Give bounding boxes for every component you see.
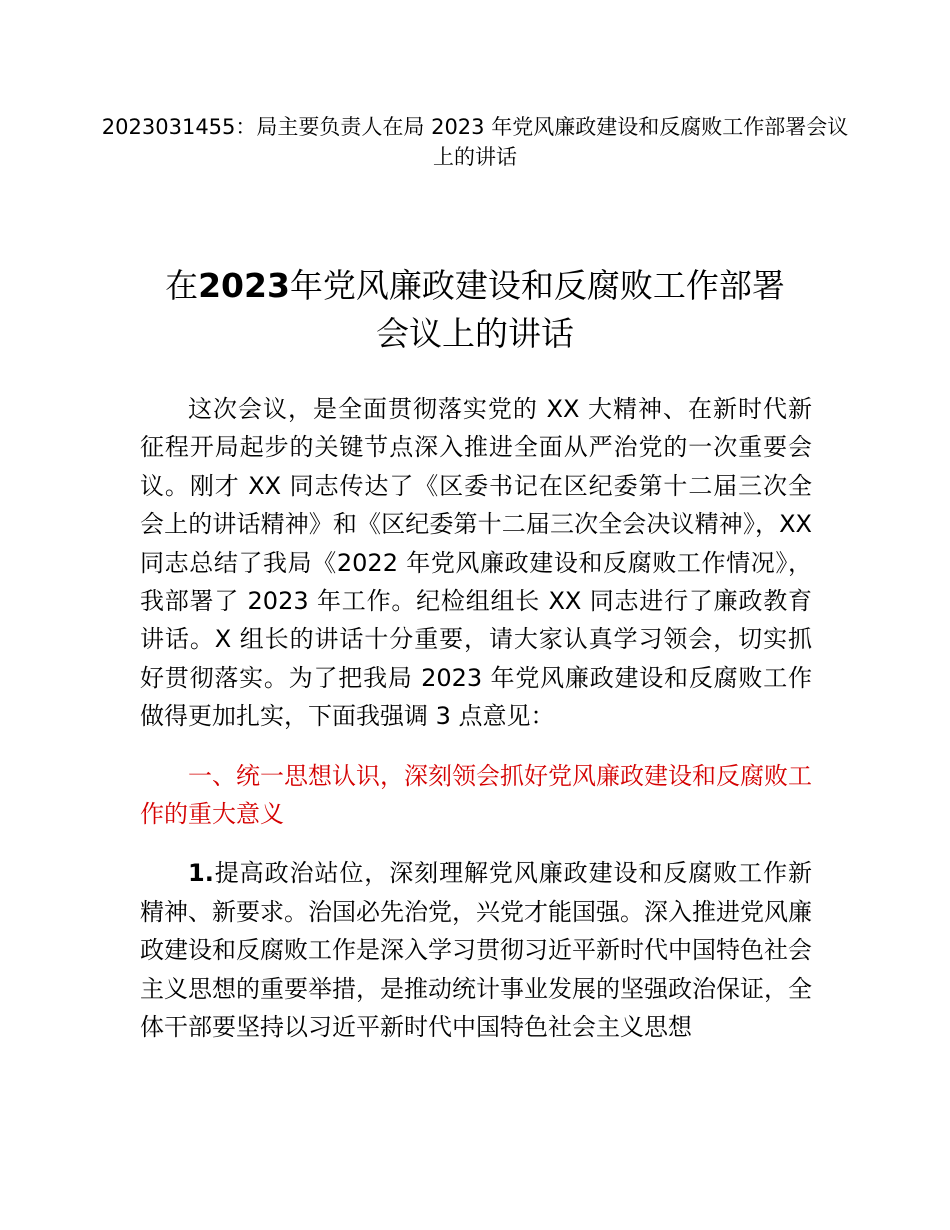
document-body	[140, 390, 812, 1047]
intro-paragraph: 这次会议，是全面贯彻落实党的 XX 大精神、在新时代新征程开局起步的关键节点深入推进全面从严治党的一次重要会议。刚才 XX 同志传达了《区委书记在区纪委第十二届三次全会上的讲话精神》和《区纪委第十二届三次全会决议精神》，XX 同志总结了我局《2022 年党风廉政建设和反腐败工作情况》，我部署了 2023 年工作。纪检组组长 XX 同志进行了廉政教育讲话。X 组长的讲话十分重要，请大家认真学习领会，切实抓好贯彻落实。为了把我局 2023 年党风廉政建设和反腐败工作做得更加扎实，下面我强调 3 点意见：	[140, 395, 812, 731]
title-line1-suffix: 年党风廉政建设和反腐败工作部署	[289, 266, 785, 305]
document-title	[100, 262, 850, 358]
point-1-paragraph	[140, 854, 812, 1046]
section-heading: 一、统一思想认识，深刻领会抓好党风廉政建设和反腐败工作的重大意义	[140, 761, 812, 829]
document-header-title: 2023031455：局主要负责人在局 2023 年党风廉政建设和反腐败工作部署会议上的讲话	[101, 115, 849, 169]
point-1-number: 1.	[188, 859, 214, 888]
title-line2: 会议上的讲话	[376, 314, 574, 353]
title-prefix: 在	[165, 266, 199, 305]
title-year: 2023	[198, 266, 290, 305]
point-1-text: 提高政治站位，深刻理解党风廉政建设和反腐败工作新精神、新要求。治国必先治党，兴党才能国强。深入推进党风廉政建设和反腐败工作是深入学习贯彻习近平新时代中国特色社会主义思想的重要举措，是推动统计事业发展的坚强政治保证，全体干部要坚持以习近平新时代中国特色社会主义思想	[140, 859, 812, 1042]
